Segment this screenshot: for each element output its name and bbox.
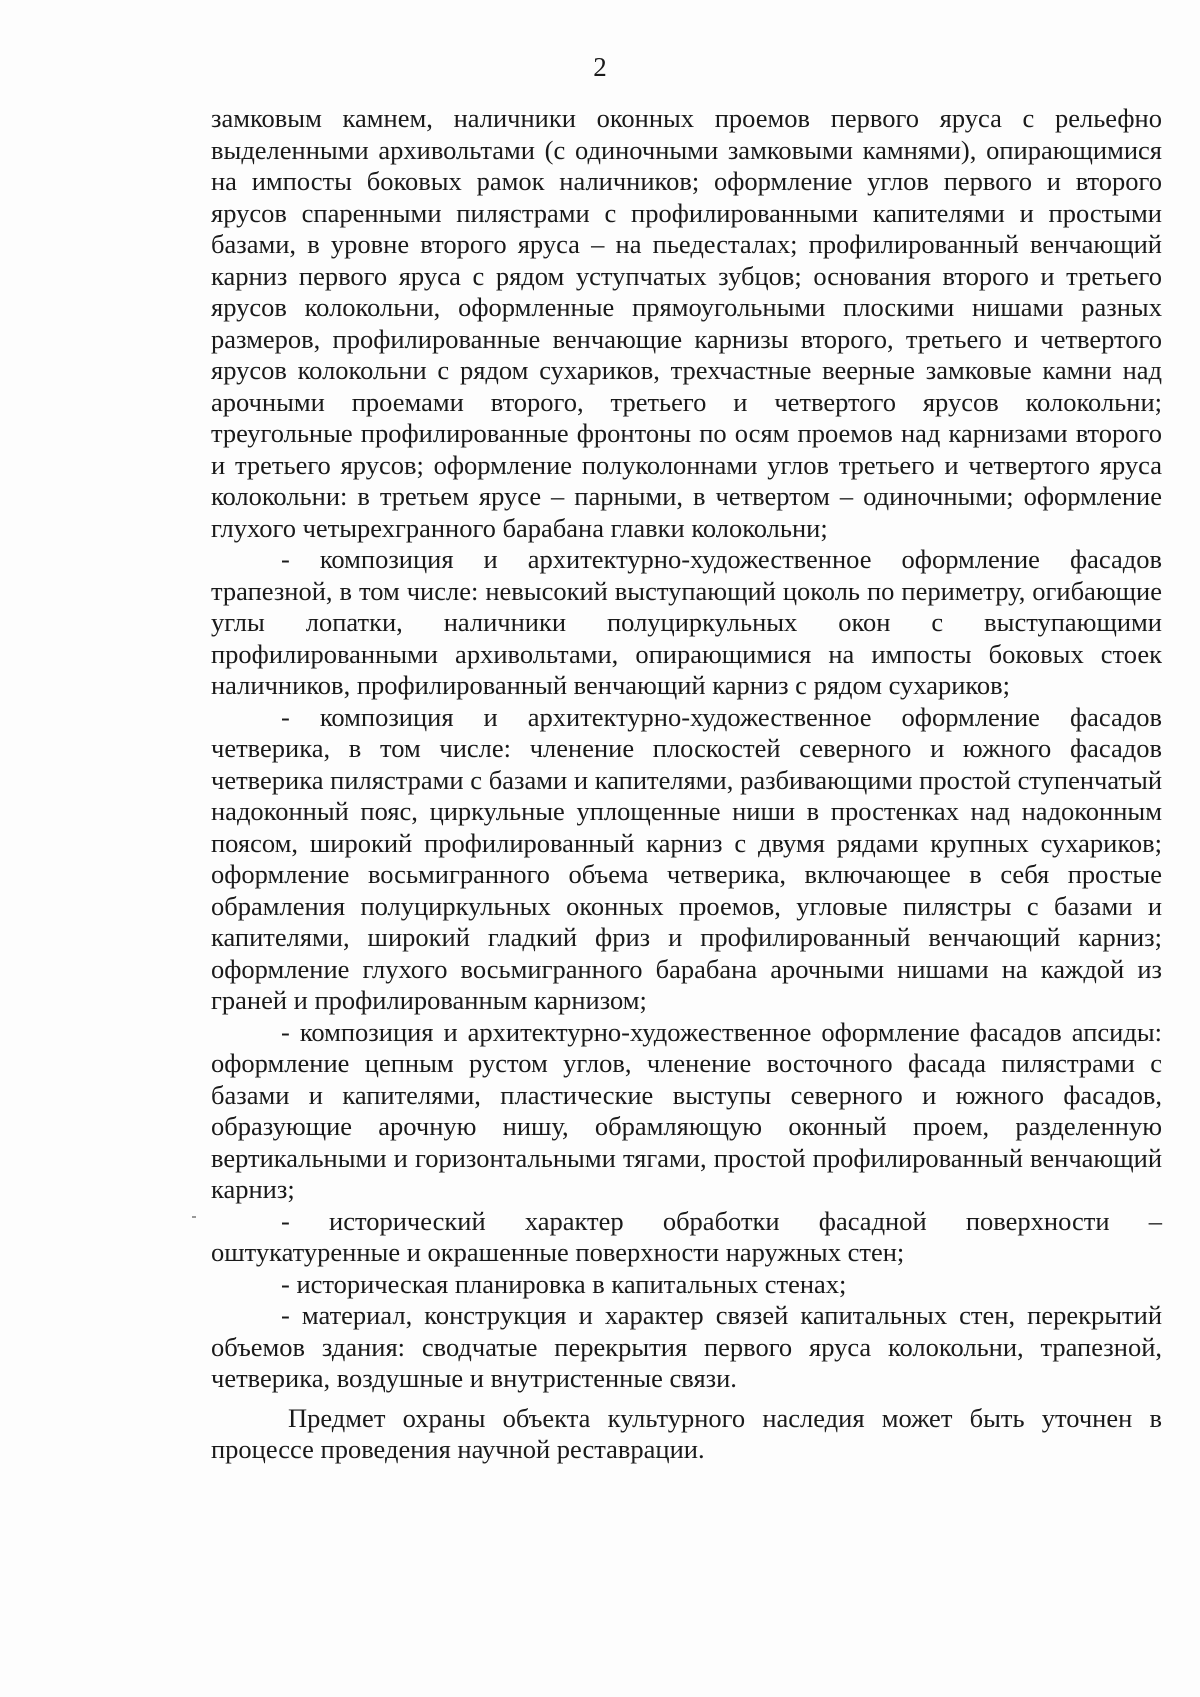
list-item-planning: - историческая планировка в капитальных стенах; <box>281 1268 847 1299</box>
list-item-apse: - композиция и архитектурно-художественное оформление фасадов апсиды: оформление цепным рустом углов, членение восточного фасада пилястрами с базами и капителями, пластические выступы северного и южного фасадов, образующие арочную нишу, обрамляющую оконный проем, разделенную вертикальными и горизонтальными тягами, простой профилированный венчающий карниз; <box>211 1016 1162 1204</box>
margin-mark <box>192 1216 196 1218</box>
paragraph-continuation: замковым камнем, наличники оконных проемов первого яруса с рельефно выделенными архивольтами (с одиночными замковыми камнями), опирающимися на импосты боковых рамок наличников; оформление углов первого и второго ярусов спаренными пилястрами с профилированными капителями и простыми базами, в уровне второго яруса – на пьедесталах; профилированный венчающий карниз первого яруса с рядом уступчатых зубцов; основания второго и третьего ярусов колокольни, оформленные прямоугольными плоскими нишами разных размеров, профилированные венчающие карнизы второго, третьего и четвертого ярусов колокольни с рядом сухариков, трехчастные веерные замковые камни над арочными проемами второго, третьего и четвертого ярусов колокольни; треугольные профилированные фронтоны по осям проемов над карнизами второго и третьего ярусов; оформление полуколоннами углов третьего и четвертого яруса колокольни: в третьем ярусе – парными, в четвертом – одиночными; оформление глухого четырехгранного барабана главки колокольни; <box>211 103 1162 543</box>
closing-paragraph: Предмет охраны объекта культурного наследия может быть уточнен в процессе проведения научной реставрации. <box>211 1402 1162 1464</box>
list-item-refectory: - композиция и архитектурно-художественное оформление фасадов трапезной, в том числе: невысокий выступающий цоколь по периметру, огибающие углы лопатки, наличники полуциркульных окон с выступающими профилированными архивольтами, опирающимися на импосты боковых стоек наличников, профилированный венчающий карниз с рядом сухариков; <box>211 544 1162 700</box>
list-item-facade-surface: - исторический характер обработки фасадной поверхности – оштукатуренные и окрашенные поверхности наружных стен; <box>211 1205 1162 1267</box>
page-number: 2 <box>593 52 607 82</box>
list-item-materials: - материал, конструкция и характер связей капитальных стен, перекрытий объемов здания: сводчатые перекрытия первого яруса колокольни, трапезной, четверика, воздушные и внутристенные связи. <box>211 1300 1162 1393</box>
list-item-chetverik: - композиция и архитектурно-художественное оформление фасадов четверика, в том числе: членение плоскостей северного и южного фасадов четверика пилястрами с базами и капителями, разбивающими простой ступенчатый надоконный пояс, циркульные уплощенные ниши в простенках над надоконным поясом, широкий профилированный карниз с двумя рядами крупных сухариков; оформление восьмигранного объема четверика, включающее в себя простые обрамления полуциркульных оконных проемов, угловые пилястры с базами и капителями, широкий гладкий фриз и профилированный венчающий карниз; оформление глухого восьмигранного барабана арочными нишами на каждой из граней и профилированным карнизом; <box>211 701 1162 1015</box>
document-body <box>211 103 1162 1466</box>
